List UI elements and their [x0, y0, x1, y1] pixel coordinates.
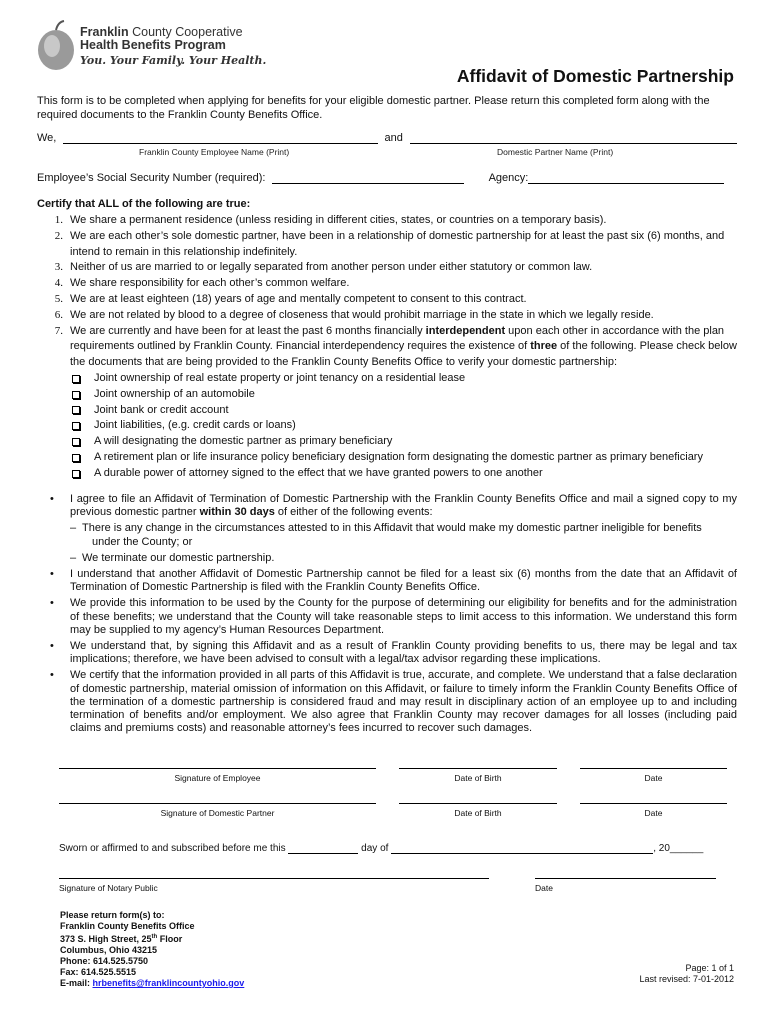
checkbox[interactable]: [72, 422, 80, 430]
ssn-field[interactable]: [272, 172, 464, 184]
partner-date-field[interactable]: Date: [580, 803, 727, 818]
logo-line1-bold: Franklin: [80, 25, 129, 39]
partner-dob-field[interactable]: Date of Birth: [399, 803, 557, 818]
logo-tagline: You. Your Family. Your Health.: [80, 54, 267, 67]
certify-list: [37, 213, 737, 482]
notary-date-field[interactable]: Date: [535, 878, 716, 893]
sub-item: – We terminate our domestic partnership.: [70, 551, 275, 564]
list-item: 3. Neither of us are married to or legally separated from another person under either statutory or common law.: [54, 261, 593, 274]
employee-date-field[interactable]: Date: [580, 768, 727, 783]
certify-heading: Certify that ALL of the following are true:: [37, 198, 251, 210]
sworn-day-field[interactable]: [288, 844, 358, 854]
partner-name-caption: Domestic Partner Name (Print): [497, 147, 614, 157]
page-title: Affidavit of Domestic Partnership: [456, 66, 734, 86]
list-item: 2. We are each other’s sole domestic partner, have been in a relationship of domestic partnership for at least the past six (6) months, and intend to remain in this relationship indefinitely.: [54, 229, 725, 258]
checkbox[interactable]: [72, 454, 80, 462]
last-revised: Last revised: 7-01-2012: [639, 974, 734, 984]
apple-logo-icon: [36, 20, 76, 72]
bullet-icon: •: [50, 568, 54, 581]
list-item: 4. We share responsibility for each other’s common welfare.: [54, 277, 350, 290]
partner-name-field[interactable]: [410, 132, 737, 144]
notary-signature-field[interactable]: Signature of Notary Public: [59, 878, 489, 893]
and-label: and: [384, 132, 403, 144]
checklist-item: Joint ownership of real estate property or joint tenancy on a residential lease: [69, 371, 737, 387]
page-number: Page: 1 of 1: [685, 963, 734, 973]
bullet-item: • I understand that another Affidavit of Domestic Partnership cannot be filed for a least six (6) months from the date that an Affidavit of Termination of Domestic Partnership is filed with the Franklin County Benefits Office.: [37, 568, 737, 594]
agency-label: Agency:: [488, 172, 529, 184]
checklist-item: A will designating the domestic partner as primary beneficiary: [69, 434, 737, 450]
employee-name-caption: Franklin County Employee Name (Print): [139, 147, 290, 157]
agreement-bullets: [37, 493, 737, 738]
return-address: Please return form(s) to: Franklin County Benefits Office 373 S. High Street, 25th Floor Columbus, Ohio 43215 Phone: 614.525.5750 Fax: 614.525.5515 E-mail: hrbenefits@franklincountyohio.gov: [60, 910, 245, 988]
email-link[interactable]: hrbenefits@franklincountyohio.gov: [92, 978, 245, 988]
logo-line1-rest: County Cooperative: [132, 25, 243, 39]
partner-signature-field[interactable]: Signature of Domestic Partner: [59, 803, 376, 818]
list-item: 5. We are at least eighteen (18) years of age and mentally competent to consent to this contract.: [54, 292, 527, 305]
list-item: 7. We are currently and have been for at least the past 6 months financially interdependent upon each other in accordance with the plan requirements outlined by Franklin County. Financial interdependency requires the existence of three of the following. Please check below the documents that are being provided to the Franklin County Benefits Office to verify your domestic partnership:: [54, 324, 737, 369]
checkbox[interactable]: [72, 438, 80, 446]
checklist-item: A durable power of attorney signed to the effect that we have granted powers to one another: [69, 466, 737, 482]
checkbox[interactable]: [72, 470, 80, 478]
bullet-icon: •: [50, 493, 54, 505]
checkbox[interactable]: [72, 406, 80, 414]
sub-item: – There is any change in the circumstances attested to in this Affidavit that would make my domestic partner ineligible for benefits under the County; or: [70, 522, 702, 548]
names-row: [37, 132, 737, 144]
checkbox[interactable]: [72, 375, 80, 383]
checklist-item: Joint ownership of an automobile: [69, 387, 737, 403]
employee-name-field[interactable]: [63, 132, 378, 144]
agency-field[interactable]: [528, 172, 724, 184]
checklist-item: Joint bank or credit account: [69, 403, 737, 419]
checklist-item: Joint liabilities, (e.g. credit cards or loans): [69, 418, 737, 434]
employee-signature-field[interactable]: Signature of Employee: [59, 768, 376, 783]
employee-dob-field[interactable]: Date of Birth: [399, 768, 557, 783]
list-item: 1. We share a permanent residence (unless residing in different cities, states, or countries on a temporary basis).: [54, 214, 607, 226]
bullet-icon: •: [50, 669, 54, 682]
intro-text: This form is to be completed when applying for benefits for your eligible domestic partner. Please return this completed form along with the required documents to the Franklin County Benefits Office.: [37, 95, 710, 121]
document-checklist: [69, 371, 737, 482]
sworn-statement: Sworn or affirmed to and subscribed before me this day of , 20______: [59, 843, 704, 854]
bullet-item: • We certify that the information provided in all parts of this Affidavit is true, accurate, and complete. We understand that a false declaration of domestic partnership, material omission of information on this Affidavit, or failure to timely inform the Franklin County Benefits Office of the termination of a domestic partnership is considered fraud and may result in disciplinary action of an employee up to and including termination of benefits and/or employment. We also agree that Franklin County may recover damages for all losses (including paid claims and premiums costs) and reasonable attorney’s fees incurred to recover such damages.: [37, 669, 737, 735]
ssn-label: Employee’s Social Security Number (required):: [37, 172, 266, 184]
bullet-item: • We provide this information to be used by the County for the purpose of determining our eligibility for benefits and for the administration of these benefits; we understand that the County will take reasonable steps to limit access to this information. We understand this form may be supplied to my agency’s Human Resources Department.: [37, 597, 737, 637]
sworn-month-field[interactable]: [391, 844, 653, 854]
bullet-item: • I agree to file an Affidavit of Termination of Domestic Partnership with the Franklin County Benefits Office and mail a signed copy to my previous domestic partner within 30 days of either of the following events:: [37, 493, 737, 519]
checkbox[interactable]: [72, 391, 80, 399]
bullet-icon: •: [50, 597, 54, 610]
list-item: 6. We are not related by blood to a degree of closeness that would prohibit marriage in the state in which we legally reside.: [54, 308, 654, 321]
ssn-row: [37, 172, 737, 184]
logo-line2: Health Benefits Program: [80, 38, 226, 52]
page-info: [639, 963, 734, 985]
bullet-item: • We understand that, by signing this Affidavit and as a result of Franklin County providing benefits to us, there may be legal and tax implications; therefore, we have been advised to consult with a legal/tax advisor regarding these implications.: [37, 640, 737, 666]
bullet-icon: •: [50, 640, 54, 653]
we-label: We,: [37, 132, 57, 144]
checklist-item: A retirement plan or life insurance policy beneficiary designation form designating the domestic partner as primary beneficiary: [69, 450, 737, 466]
